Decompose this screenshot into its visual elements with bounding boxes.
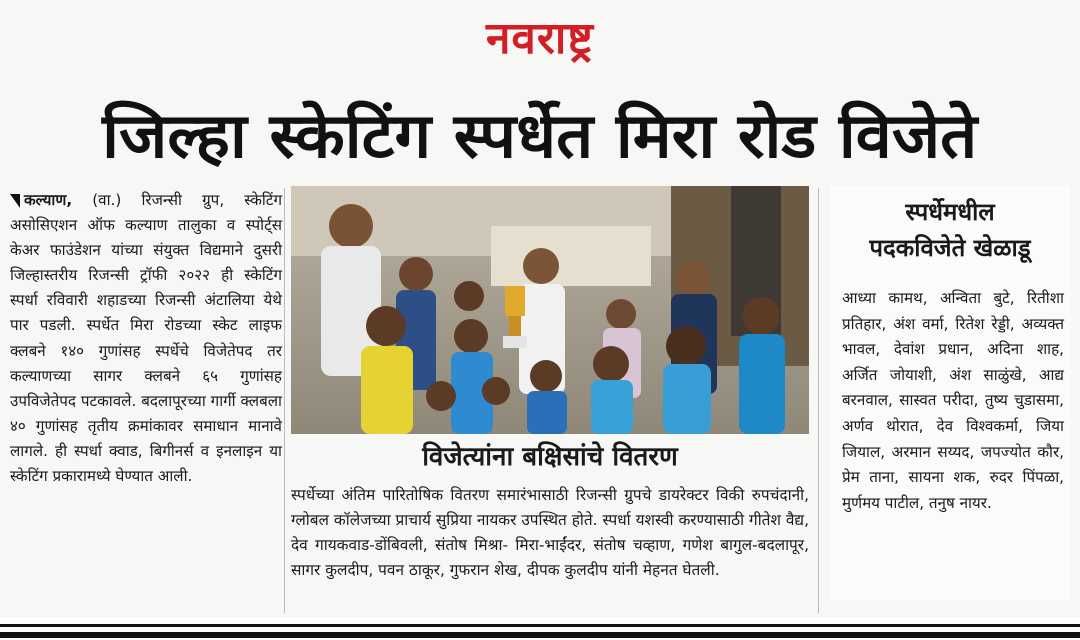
article-continuation-body: स्पर्धेच्या अंतिम पारितोषिक वितरण समारंभासाठी रिजन्सी ग्रुपचे डायरेक्टर विकी रुपचंदानी, ग्लोबल कॉलेजच्या प्राचार्य सुप्रिया नायकर उपस्थित होते. स्पर्धा यशस्वी करण्यासाठी गीतेश वैद्य, देव गायकवाड-डोंबिवली, संतोष मिश्रा- मिरा-भाईंदर, संतोष चव्हाण, गणेश बागुल-बदलापूर, सागर कुलदीप, पवन ठाकूर, गुफरान शेख, दीपक कुलदीप यांनी मेहनत घेतली. bbox=[291, 486, 809, 579]
source-tag: (वा.) bbox=[72, 191, 142, 209]
dateline: कल्याण, bbox=[24, 191, 73, 209]
winners-sidebar bbox=[830, 186, 1070, 600]
news-photo bbox=[291, 186, 809, 434]
column-divider bbox=[284, 188, 285, 613]
masthead-logo: नवराष्ट्र bbox=[486, 13, 594, 64]
photo-caption: विजेत्यांना बक्षिसांचे वितरण bbox=[422, 442, 678, 472]
page-bottom-rule bbox=[0, 618, 1080, 640]
article-column bbox=[10, 188, 282, 618]
rule-thick bbox=[0, 632, 1080, 638]
sidebar-title-line2: पदकविजेते खेळाडू bbox=[869, 234, 1031, 262]
winners-list: आध्या कामथ, अन्विता बुटे, रितीशा प्रतिहार, अंश वर्मा, रितेश रेड्डी, अव्यक्त भावल, देवांश प्रधान, अदिना शाह, अर्जित जोयाशी, अंश साळुंखे, आद्य बरनवाल, सास्वत परीदा, तुष्य चुडासमा, अर्णव थोरात, देव विश्वकर्मा, जिया जियाल, अरमान सय्यद, जपज्योत कौर, प्रेम ताना, सायना शक, रुदर पिंपळा, मुर्णमय पाटील, तनुष नायर. bbox=[842, 289, 1064, 512]
headline bbox=[0, 92, 1080, 178]
sidebar-title bbox=[830, 194, 1070, 266]
dateline-marker-icon bbox=[10, 194, 20, 208]
headline-text: जिल्हा स्केटिंग स्पर्धेत मिरा रोड विजेते bbox=[102, 99, 978, 172]
award-ceremony-photo bbox=[291, 186, 809, 434]
rule-thin bbox=[0, 624, 1080, 627]
sidebar-divider bbox=[818, 188, 819, 613]
article-body: रिजन्सी ग्रुप, स्केटिंग असोसिएशन ऑफ कल्याण तालुका व स्पोर्ट्स केअर फाउंडेशन यांच्या संयुक्त विद्यमाने दुसरी जिल्हास्तरीय रिजन्सी ट्रॉफी २०२२ ही स्केटिंग स्पर्धा रविवारी शहाडच्या रिजन्सी अंटालिया येथे पार पडली. स्पर्धेत मिरा रोडच्या स्केट लाइफ क्लबने १४० गुणांसह स्पर्धेचे विजेतेपद तर कल्याणच्या सागर क्लबने ६५ गुणांसह उपविजेतेपद पटकावले. बदलापूरच्या गार्गी क्लबला ४० गुणांसह तृतीय क्रमांकावर समाधान मानावे लागले. ही स्पर्धा क्वाड, बिगीनर्स व इनलाइन या स्केटिंग प्रकारामध्ये घेण्यात आली. bbox=[10, 191, 282, 486]
article-continuation bbox=[291, 483, 809, 613]
masthead bbox=[0, 0, 1080, 68]
sidebar-title-line1: स्पर्धेमधील bbox=[905, 198, 995, 226]
